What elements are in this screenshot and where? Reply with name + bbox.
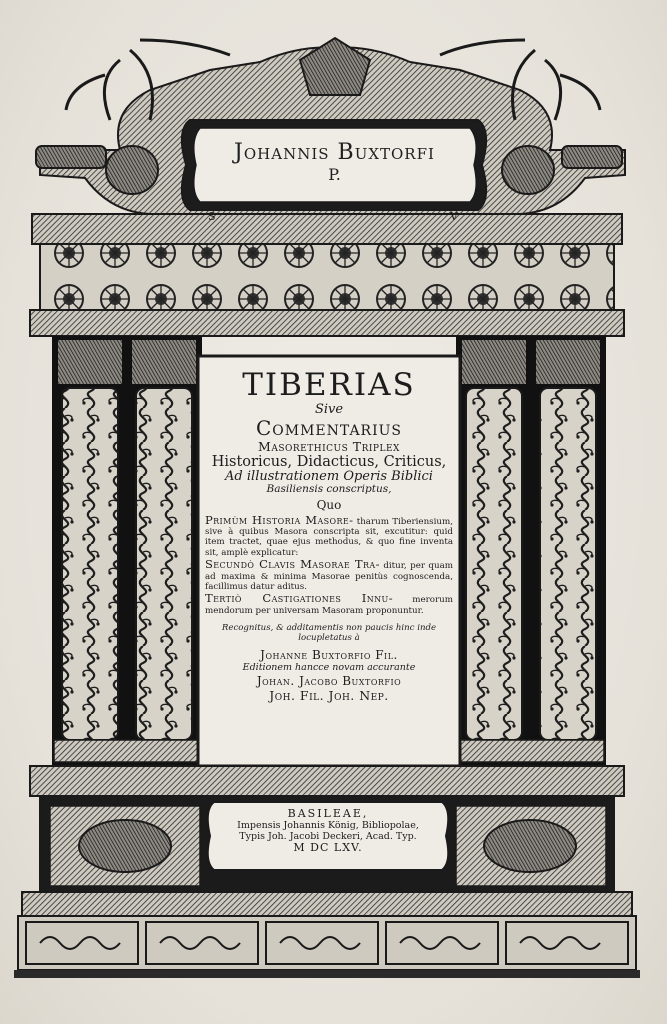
book-title: TIBERIAS — [242, 367, 416, 403]
entablature — [30, 214, 624, 336]
monogram-v: V — [450, 210, 458, 223]
recognitus-text: Recognitus, & additamentis non paucis hinc inde locupletatus à — [221, 622, 437, 643]
historicus-text: Historicus, Didacticus, Criticus, — [211, 453, 447, 470]
tertio-lead: Tertiò Castigationes Innu- — [205, 591, 393, 606]
secundo-lead: Secundò Clavis Masorae Tra- — [205, 556, 380, 571]
second-editor-name: Johan. Jacobo Buxtorfio — [256, 674, 402, 689]
author-name: Johannis Buxtorfi — [234, 140, 435, 165]
pedestal — [14, 766, 640, 978]
primum-paragraph — [203, 514, 455, 558]
tertio-paragraph — [203, 592, 455, 616]
secundo-paragraph — [203, 558, 455, 592]
tertio-body: merorum mendorum per universam Masoram proponuntur. — [205, 595, 453, 616]
basiliensis-text: Basiliensis conscriptus, — [266, 483, 392, 496]
imprint-cartouche — [218, 806, 438, 868]
imprint-year: M DC LXV. — [293, 841, 363, 855]
ad-illustrationem-text: Ad illustrationem Operis Biblici — [225, 468, 433, 484]
sive-text: Sive — [314, 401, 344, 417]
author-cartouche — [192, 126, 477, 206]
primum-body: tharum Tiberiensium, sive à quibus Masora conscripta sit, excutitur: quid item tractet, quae ejus methodus, & quo fine inventa sit, amplè explicatur: — [205, 516, 453, 558]
masorethicus-text: Masorethicus Triplex — [258, 438, 400, 454]
left-columns — [52, 336, 202, 766]
editor-name: Johanne Buxtorfio Fil. — [260, 648, 398, 663]
editionem-text: Editionem hancce novam accurante — [242, 661, 416, 673]
title-panel — [203, 362, 455, 762]
imprint-publisher: Impensis Johannis König, Bibliopolae, — [237, 819, 419, 831]
imprint-city: BASILEAE, — [287, 807, 369, 820]
quo-text: Quo — [316, 498, 342, 513]
imprint-printer: Typis Joh. Jacobi Deckeri, Acad. Typ. — [239, 830, 417, 842]
right-columns — [456, 336, 606, 766]
editor-lineage: Joh. Fil. Joh. Nep. — [269, 687, 389, 703]
primum-lead: Primùm Historia Masore- — [205, 512, 354, 527]
secundo-body: ditur, per quam ad maxima & minima Masorae penitùs cognoscenda, facillimus datur aditus. — [205, 560, 454, 592]
commentarius-text: Commentarius — [255, 416, 403, 441]
monogram-s: S — [208, 210, 216, 223]
author-initial: P. — [328, 165, 341, 184]
